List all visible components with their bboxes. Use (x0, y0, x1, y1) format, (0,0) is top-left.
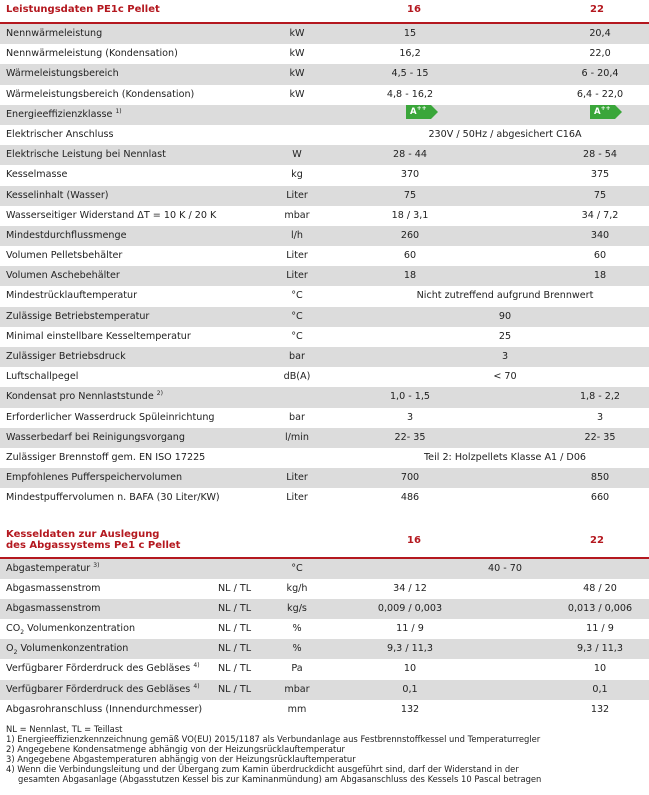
exhaust-title-line2: des Abgassystems Pe1 c Pellet (6, 539, 181, 551)
table-row (0, 579, 649, 599)
subscript: 2 (13, 649, 18, 657)
table-row (0, 327, 649, 347)
table-row (0, 105, 649, 125)
row-label: Elektrischer Anschluss (6, 128, 114, 140)
table-row (0, 85, 649, 105)
performance-title: Leistungsdaten PE1c Pellet (6, 4, 160, 15)
table-row (0, 659, 649, 679)
footnote-ref: 4) (193, 682, 200, 690)
table-row (0, 408, 649, 428)
row-value-22: 3 (596, 411, 604, 423)
exhaust-header (0, 527, 649, 557)
row-unit: l/min (285, 431, 309, 443)
load-label: NL / TL (218, 623, 252, 635)
row-unit: kW (289, 48, 305, 60)
row-value-16: 1,0 - 1,5 (389, 391, 431, 403)
row-value-22: 0,013 / 0,006 (567, 602, 633, 614)
row-label: Elektrische Leistung bei Nennlast (6, 149, 166, 161)
exhaust-title-line1: Kesseldaten zur Auslegung (6, 528, 160, 540)
exhaust-rows (0, 559, 649, 721)
table-row (0, 448, 649, 468)
row-value-shared: 40 - 70 (488, 562, 522, 574)
row-unit: °C (291, 562, 303, 574)
row-value-shared: 90 (498, 310, 512, 322)
footnote-ref: 2) (156, 390, 163, 398)
table-row (0, 165, 649, 185)
table-row (0, 559, 649, 579)
row-unit: kW (289, 88, 305, 100)
row-label: Mindestrücklauftemperatur (6, 290, 138, 302)
exhaust-col-16-header: 16 (407, 534, 421, 546)
exhaust-col-22-header: 22 (590, 534, 604, 546)
row-value-16: 11 / 9 (396, 623, 424, 635)
table-row (0, 347, 649, 367)
footnote-line: 3) Angegebene Abgastemperaturen abhängig von der Heizungsrücklauftemperatur (6, 754, 356, 765)
row-label: Zulässige Betriebstemperatur (6, 310, 150, 322)
load-label: NL / TL (218, 602, 252, 614)
row-label: Wärmeleistungsbereich (Kondensation) (6, 88, 195, 100)
exhaust-title (6, 529, 180, 551)
row-value-16: 486 (400, 492, 420, 504)
row-label: Kesselmasse (6, 169, 68, 181)
row-unit: bar (289, 411, 305, 423)
row-value-16: 18 (403, 270, 417, 282)
row-unit: °C (291, 330, 303, 342)
footnotes (0, 720, 649, 785)
table-row (0, 488, 649, 508)
footnote-line: 4) Wenn die Verbindungsleitung und der Übergang zum Kamin überdruckdicht ausgeführt sind, darf der Widerstand in der (6, 764, 519, 775)
row-unit: Liter (286, 189, 308, 201)
row-value-22: 340 (590, 229, 610, 241)
row-value-22: 9,3 / 11,3 (577, 643, 623, 655)
row-label: $O_2$ Volumenkonzentration (6, 643, 129, 657)
row-label: Abgasmassenstrom (6, 582, 101, 594)
row-value-16: 0,009 / 0,003 (377, 602, 443, 614)
row-label: Zulässiger Brennstoff gem. EN ISO 17225 (6, 451, 206, 463)
table-row (0, 387, 649, 407)
row-label: Abgasmassenstrom (6, 602, 101, 614)
row-value-shared: Nicht zutreffend aufgrund Brennwert (416, 290, 594, 302)
row-label: Luftschallpegel (6, 371, 79, 383)
row-value-22: 0,1 (592, 683, 608, 695)
row-value-16: 260 (400, 229, 420, 241)
row-value-16: 22- 35 (394, 431, 426, 443)
table-row (0, 44, 649, 64)
row-label: Kondensat pro Nennlaststunde $^{2)}$ (6, 390, 163, 403)
row-unit: bar (289, 351, 305, 362)
row-unit: Liter (286, 250, 308, 262)
load-label: NL / TL (218, 683, 252, 695)
footnote-ref: 4) (193, 662, 200, 670)
footnote-line: gesamten Abgasanlage (Abgasstutzen Kessel bis zur Kaminanmündung) am Abgasanschluss des Kessels 10 Pascal betragen (18, 774, 542, 785)
row-unit: kW (289, 28, 305, 39)
row-value-16: 3 (406, 411, 414, 423)
row-unit: °C (291, 310, 303, 322)
table-row (0, 468, 649, 488)
row-value-22: 22- 35 (584, 431, 616, 443)
row-label: Verfügbarer Förderdruck des Gebläses $^{4)}$ (6, 662, 200, 675)
footnote-line: 1) Energieeffizienzkennzeichnung gemäß VO(EU) 2015/1187 als Verbundanlage aus Festbrennstoffkessel und Temperaturregler (6, 734, 541, 745)
load-label: NL / TL (218, 663, 252, 675)
row-value-shared: < 70 (493, 371, 517, 383)
row-value-22: 34 / 7,2 (581, 209, 619, 221)
row-label: Empfohlenes Pufferspeichervolumen (6, 472, 183, 484)
table-row (0, 307, 649, 327)
row-unit: kW (289, 68, 305, 80)
row-label: Energieeffizienzklasse $^{1)}$ (6, 107, 122, 120)
table-row (0, 428, 649, 448)
row-value-16: 60 (403, 250, 417, 262)
row-label: Minimal einstellbare Kesseltemperatur (6, 330, 191, 342)
row-value-16: 4,8 - 16,2 (386, 88, 434, 100)
footnote-line: NL = Nennlast, TL = Teillast (6, 724, 123, 734)
row-label: Kesselinhalt (Wasser) (6, 189, 109, 201)
row-value-16: 28 - 44 (393, 149, 427, 161)
row-value-16: 132 (400, 703, 420, 715)
row-unit: % (292, 643, 302, 655)
energy-class-badge: A++ (590, 105, 615, 119)
row-label: Wasserbedarf bei Reinigungsvorgang (6, 431, 185, 443)
table-row (0, 266, 649, 286)
row-value-22: 10 (593, 663, 607, 675)
row-unit: °C (291, 290, 303, 302)
footnote-ref: 3) (93, 561, 100, 569)
row-unit: Pa (291, 663, 303, 675)
row-label: Verfügbarer Förderdruck des Gebläses $^{4)}$ (6, 682, 200, 695)
row-unit: kg/s (287, 602, 307, 614)
row-value-22: 11 / 9 (586, 623, 614, 635)
row-value-22: 6 - 20,4 (581, 68, 619, 80)
row-unit: kg/h (286, 582, 308, 594)
row-label: Zulässiger Betriebsdruck (6, 351, 126, 362)
table-row (0, 680, 649, 700)
row-value-16: 9,3 / 11,3 (387, 643, 433, 655)
badge-plus: ++ (600, 104, 611, 112)
table-row (0, 24, 649, 44)
table-row (0, 639, 649, 659)
col-16-header: 16 (407, 4, 421, 15)
row-unit: l/h (291, 229, 303, 241)
table-row (0, 64, 649, 84)
exhaust-table (0, 527, 649, 721)
row-value-22: 6,4 - 22,0 (576, 88, 624, 100)
row-value-16: 700 (400, 472, 420, 484)
row-value-22: 375 (590, 169, 610, 181)
performance-rows (0, 24, 649, 509)
row-value-16: 10 (403, 663, 417, 675)
row-label: Abgastemperatur $^{3)}$ (6, 561, 100, 574)
row-unit: W (292, 149, 302, 161)
row-label: Nennwärmeleistung (6, 28, 103, 39)
row-label: Erforderlicher Wasserdruck Spüleinrichtung (6, 411, 215, 423)
row-value-22: 1,8 - 2,2 (579, 391, 621, 403)
row-value-shared: Teil 2: Holzpellets Klasse A1 / D06 (423, 451, 587, 463)
row-value-22: 20,4 (589, 28, 611, 39)
table-row (0, 286, 649, 306)
col-22-header: 22 (590, 4, 604, 15)
row-label: Wärmeleistungsbereich (6, 68, 119, 80)
row-unit: Liter (286, 270, 308, 282)
row-value-22: 48 / 20 (583, 582, 617, 594)
load-label: NL / TL (218, 643, 252, 655)
row-value-shared: 25 (498, 330, 512, 342)
row-value-16: 4,5 - 15 (391, 68, 429, 80)
load-label: NL / TL (218, 582, 252, 594)
row-value-22: 850 (590, 472, 610, 484)
row-value-16: 0,1 (402, 683, 418, 695)
row-value-16: 75 (403, 189, 417, 201)
row-value-22: 18 (593, 270, 607, 282)
row-unit: Liter (286, 492, 308, 504)
row-label: Volumen Aschebehälter (6, 270, 120, 282)
row-label: Volumen Pelletsbehälter (6, 250, 123, 262)
row-value-22: 660 (590, 492, 610, 504)
row-label: Nennwärmeleistung (Kondensation) (6, 48, 178, 60)
row-value-16: 16,2 (399, 48, 421, 60)
row-unit: kg (291, 169, 303, 181)
row-value-22: 28 - 54 (583, 149, 617, 161)
table-row (0, 246, 649, 266)
row-label: Mindestdurchflussmenge (6, 229, 127, 241)
table-row (0, 206, 649, 226)
energy-class-badge: A++ (406, 105, 431, 119)
row-value-16: 18 / 3,1 (391, 209, 429, 221)
footnote-ref: 1) (115, 107, 122, 115)
table-row (0, 186, 649, 206)
table-row (0, 226, 649, 246)
table-row (0, 145, 649, 165)
badge-plus: ++ (416, 104, 427, 112)
row-label: Abgasrohranschluss (Innendurchmesser) (6, 703, 203, 715)
row-value-22: 22,0 (589, 48, 611, 60)
row-value-22: 75 (593, 189, 607, 201)
footnote-line: 2) Angegebene Kondensatmenge abhängig von der Heizungsrücklauftemperatur (6, 744, 345, 755)
row-unit: mbar (284, 209, 310, 221)
performance-header (0, 0, 649, 22)
row-label: Mindestpuffervolumen n. BAFA (30 Liter/KW) (6, 492, 220, 504)
row-value-22: 60 (593, 250, 607, 262)
row-unit: mbar (284, 683, 310, 695)
row-value-16: 34 / 12 (393, 582, 427, 594)
row-value-16: 370 (400, 169, 420, 181)
row-value-shared: 3 (501, 351, 509, 362)
row-value-16: 15 (403, 28, 417, 39)
row-unit: % (292, 623, 302, 635)
table-row (0, 619, 649, 639)
table-row (0, 125, 649, 145)
row-unit: dB(A) (283, 371, 311, 383)
row-unit: mm (287, 703, 307, 715)
row-label: $CO_2$ Volumenkonzentration (6, 623, 136, 636)
table-row (0, 367, 649, 387)
row-value-22: 132 (590, 703, 610, 715)
row-value-shared: 230V / 50Hz / abgesichert C16A (428, 128, 582, 140)
row-label: Wasserseitiger Widerstand ΔT = 10 K / 20 K (6, 209, 217, 221)
row-unit: Liter (286, 472, 308, 484)
table-row (0, 599, 649, 619)
table-row (0, 700, 649, 720)
subscript: 2 (20, 628, 25, 636)
